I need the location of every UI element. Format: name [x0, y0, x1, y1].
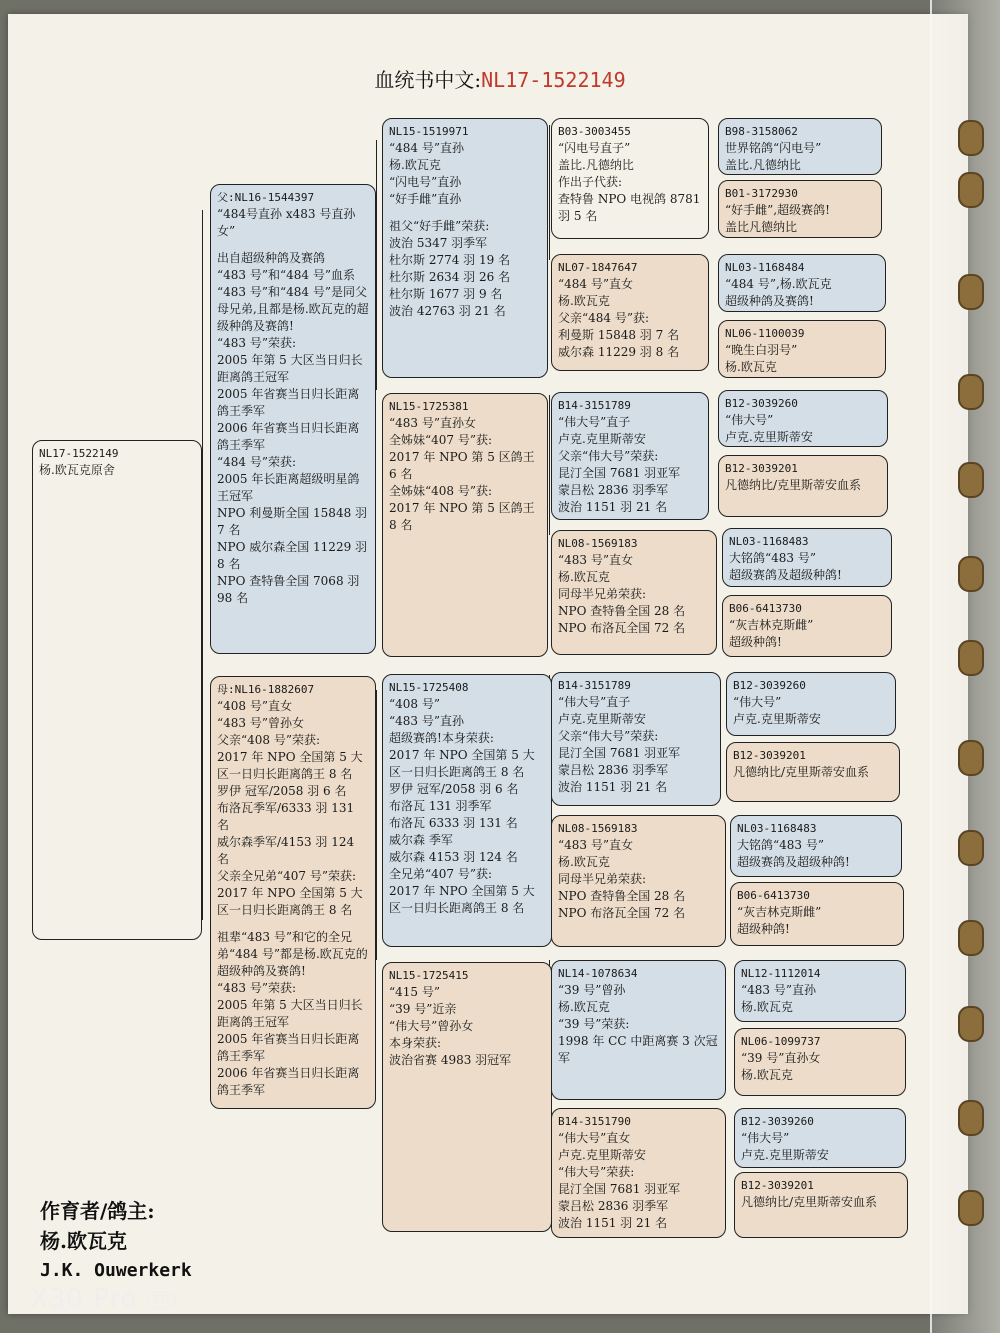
pedigree-line: 蒙吕松 2836 羽季军 — [558, 483, 669, 497]
pedigree-line: 布洛瓦 6333 羽 131 名 — [389, 816, 518, 830]
pedigree-line: 杨.欧瓦克 — [558, 570, 610, 584]
gen5-box-9 — [726, 672, 896, 736]
ring-number: B12-3039260 — [741, 1115, 814, 1128]
pedigree-line: 祖父“好手雌”荣获: — [389, 219, 490, 233]
gen5-box-15 — [734, 1108, 906, 1168]
binder-hole — [958, 740, 984, 776]
pedigree-line: 杨.欧瓦克 — [389, 158, 441, 172]
pedigree-line: 昆汀全国 7681 羽亚军 — [558, 1182, 681, 1196]
breeder-name-en: J.K. Ouwerkerk — [40, 1260, 192, 1281]
gen5-box-8 — [722, 595, 892, 657]
gen5-box-7 — [722, 528, 892, 587]
pedigree-line: 祖辈“483 号”和它的全兄弟“484 号”都是杨.欧瓦克的超级种鸽及赛鸽! — [217, 930, 368, 978]
gen4-box-2 — [551, 254, 709, 371]
ring-number: B01-3172930 — [725, 187, 798, 200]
pedigree-line: 凡德纳比/克里斯蒂安血系 — [741, 1195, 878, 1209]
gen5-box-4 — [718, 320, 886, 378]
pedigree-line: 2005 年第 5 大区当日归长距离鸽王冠军 — [217, 353, 363, 384]
ring-number: NL08-1569183 — [558, 822, 638, 835]
pedigree-line: 波治 1151 羽 21 名 — [558, 780, 668, 794]
pedigree-line: NPO 布洛瓦全国 72 名 — [558, 621, 686, 635]
pedigree-line: 2017 年 NPO 全国第 5 大区一日归长距离鸽王 8 名 — [217, 886, 363, 917]
pedigree-line: 超级赛鸽及超级种鸽! — [729, 568, 842, 582]
pedigree-line: 杨.欧瓦克原舍 — [39, 463, 115, 477]
title-prefix: 血统书中文: — [374, 68, 482, 92]
ring-number: NL12-1112014 — [741, 967, 821, 980]
gen5-box-11 — [730, 815, 902, 877]
pedigree-line: 2017 年 NPO 全国第 5 大区一日归长距离鸽王 8 名 — [217, 750, 363, 781]
pedigree-line: “483 号”曾孙女 — [217, 716, 304, 730]
granddam-maternal-box — [382, 962, 552, 1232]
gen5-box-5 — [718, 390, 888, 447]
ring-number: NL15-1725415 — [389, 969, 469, 982]
pedigree-line: 作出子代获: — [558, 175, 623, 189]
pedigree-line: 波治省赛 4983 羽冠军 — [389, 1053, 512, 1067]
pedigree-line: 超级赛鸽及超级种鸽! — [737, 855, 850, 869]
pedigree-line: 杜尔斯 2634 羽 26 名 — [389, 270, 511, 284]
ring-number: NL08-1569183 — [558, 537, 638, 550]
ring-number: NL06-1099737 — [741, 1035, 821, 1048]
ring-number: B14-3151789 — [558, 399, 631, 412]
binder-hole — [958, 1100, 984, 1136]
binder-hole — [958, 640, 984, 676]
connector — [202, 210, 203, 920]
pedigree-line: 布洛瓦季军/6333 羽 131 名 — [217, 801, 355, 832]
pedigree-line: 杨.欧瓦克 — [558, 855, 610, 869]
grandsire-paternal-box — [382, 118, 548, 378]
ring-number: NL07-1847647 — [558, 261, 638, 274]
ring-number: B12-3039201 — [725, 462, 798, 475]
pedigree-line: 2017 年 NPO 全国第 5 大区一日归长距离鸽王 8 名 — [389, 748, 535, 779]
pedigree-line: “闪电号”直孙 — [389, 175, 462, 189]
gen4-box-3 — [551, 392, 709, 520]
watermark-text: X30 Pro — [30, 1284, 138, 1314]
ring-number: B12-3039201 — [733, 749, 806, 762]
pedigree-line: “39 号”曾孙 — [558, 983, 626, 997]
pedigree-line: 父亲全兄弟“407 号”荣获: — [217, 869, 357, 883]
pedigree-line: 盖比.凡德纳比 — [725, 158, 801, 172]
binder-hole — [958, 172, 984, 208]
pedigree-line: “484 号”直孙 — [389, 141, 464, 155]
pedigree-line: “39 号”荣获: — [558, 1017, 630, 1031]
pedigree-line: 罗伊 冠军/2058 羽 6 名 — [389, 782, 519, 796]
pedigree-line: 2006 年省赛当日归长距离鸽王季军 — [217, 1066, 360, 1097]
pedigree-line: 卢克.克里斯蒂安 — [725, 430, 813, 444]
gen4-box-4 — [551, 530, 717, 655]
pedigree-line: 卢克.克里斯蒂安 — [733, 712, 821, 726]
pedigree-line: 蒙吕松 2836 羽季军 — [558, 1199, 669, 1213]
gen5-box-16 — [734, 1172, 908, 1238]
ring-number: B06-6413730 — [729, 602, 802, 615]
pedigree-line: “408 号”直女 — [217, 699, 292, 713]
pedigree-line: “伟大号”曾孙女 — [389, 1019, 474, 1033]
breeder-label: 作育者/鸽主: — [40, 1199, 155, 1223]
gen5-box-6 — [718, 455, 888, 517]
pedigree-line: 2005 年省赛当日归长距离鸽王季军 — [217, 387, 360, 418]
ring-number: NL14-1078634 — [558, 967, 638, 980]
pedigree-line: “483 号”直孙 — [741, 983, 816, 997]
pedigree-line: “484 号”,杨.欧瓦克 — [725, 277, 832, 291]
pedigree-line: “伟大号” — [741, 1131, 790, 1145]
pedigree-line: 2017 年 NPO 全国第 5 大区一日归长距离鸽王 8 名 — [389, 884, 535, 915]
binder-hole — [958, 120, 984, 156]
pedigree-line: 全姊妹“408 号”获: — [389, 484, 493, 498]
binder-hole — [958, 274, 984, 310]
pedigree-line: 父亲“伟大号”荣获: — [558, 449, 659, 463]
ring-number: NL17-1522149 — [39, 447, 119, 460]
connector — [549, 395, 550, 535]
pedigree-line: 超级种鸽! — [737, 922, 790, 936]
pedigree-line: 同母半兄弟荣获: — [558, 872, 647, 886]
gen5-box-2 — [718, 180, 882, 238]
camera-watermark — [30, 1284, 176, 1314]
gen4-box-6 — [551, 815, 726, 947]
pedigree-line: 2005 年第 5 大区当日归长距离鸽王冠军 — [217, 998, 363, 1029]
page-title — [0, 64, 1000, 93]
pedigree-line: “伟大号” — [725, 413, 774, 427]
pedigree-line: “伟大号”荣获: — [558, 1165, 635, 1179]
ring-number: B14-3151789 — [558, 679, 631, 692]
pedigree-line: “伟大号”直子 — [558, 415, 631, 429]
pedigree-line: 蒙吕松 2836 羽季军 — [558, 763, 669, 777]
binder-hole — [958, 556, 984, 592]
pedigree-line: NPO 查特鲁全国 7068 羽 98 名 — [217, 574, 360, 605]
pedigree-line: “伟大号”直子 — [558, 695, 631, 709]
pedigree-line: 1998 年 CC 中距离赛 3 次冠军 — [558, 1034, 718, 1065]
pedigree-line: 2005 年省赛当日归长距离鸽王季军 — [217, 1032, 360, 1063]
ring-number: B06-6413730 — [737, 889, 810, 902]
pedigree-line: 盖比凡德纳比 — [725, 220, 798, 234]
ring-number: B12-3039201 — [741, 1179, 814, 1192]
pedigree-line: 全姊妹“407 号”获: — [389, 433, 493, 447]
pedigree-line: 同母半兄弟荣获: — [558, 587, 647, 601]
pedigree-line: 查特鲁 NPO 电视鸽 8781 羽 5 名 — [558, 192, 701, 223]
pedigree-line: “灰吉林克斯雌” — [729, 618, 814, 632]
pedigree-line: “483 号”荣获: — [217, 336, 297, 350]
ring-number: B12-3039260 — [725, 397, 798, 410]
pedigree-line: 杨.欧瓦克 — [725, 360, 777, 374]
pedigree-line: 杨.欧瓦克 — [741, 1000, 793, 1014]
pedigree-line: 杨.欧瓦克 — [741, 1068, 793, 1082]
pigeon-box — [32, 440, 202, 940]
pedigree-line: “39 号”直孙女 — [741, 1051, 821, 1065]
binder-hole — [958, 374, 984, 410]
pedigree-line: NPO 查特鲁全国 28 名 — [558, 604, 686, 618]
pedigree-line — [217, 919, 369, 929]
pedigree-line: 威尔森 4153 羽 124 名 — [389, 850, 518, 864]
pedigree-line: 卢克.克里斯蒂安 — [558, 712, 646, 726]
pedigree-line: 杜尔斯 2774 羽 19 名 — [389, 253, 511, 267]
connector — [376, 140, 377, 390]
pedigree-line: “483 号”直女 — [558, 553, 633, 567]
gen4-box-5 — [551, 672, 721, 806]
gen5-box-10 — [726, 742, 900, 802]
pedigree-line: 本身荣获: — [389, 1036, 442, 1050]
ring-number: 母:NL16-1882607 — [217, 683, 315, 696]
gen5-box-3 — [718, 254, 886, 312]
pedigree-line: 世界铭鸽“闪电号” — [725, 141, 822, 155]
pedigree-line: 2005 年长距离超级明星鸽王冠军 — [217, 472, 360, 503]
pedigree-line: NPO 威尔森全国 11229 羽 8 名 — [217, 540, 368, 571]
ring-number: B14-3151790 — [558, 1115, 631, 1128]
pedigree-line: 波治 1151 羽 21 名 — [558, 500, 668, 514]
pedigree-line: 罗伊 冠军/2058 羽 6 名 — [217, 784, 347, 798]
grandsire-maternal-box — [382, 674, 552, 947]
pedigree-line: 2006 年省赛当日归长距离鸽王季军 — [217, 421, 360, 452]
dam-box — [210, 676, 376, 1109]
pedigree-line: 2017 年 NPO 第 5 区鸽王 8 名 — [389, 501, 535, 532]
pedigree-line: 超级种鸽! — [729, 635, 782, 649]
ring-number: NL03-1168484 — [725, 261, 805, 274]
pedigree-line: “伟大号” — [733, 695, 782, 709]
pedigree-line: 大铭鸽“483 号” — [737, 838, 824, 852]
pedigree-line: “39 号”近亲 — [389, 1002, 457, 1016]
pedigree-line: NPO 利曼斯全国 15848 羽 7 名 — [217, 506, 368, 537]
pedigree-line: 威尔森 11229 羽 8 名 — [558, 345, 680, 359]
pedigree-line: 全兄弟“407 号”获: — [389, 867, 493, 881]
ring-number: B12-3039260 — [733, 679, 806, 692]
pedigree-line: 杨.欧瓦克 — [558, 294, 610, 308]
ring-number: B98-3158062 — [725, 125, 798, 138]
granddam-paternal-box — [382, 393, 548, 657]
pedigree-line: 卢克.克里斯蒂安 — [558, 1148, 646, 1162]
ring-number: B03-3003455 — [558, 125, 631, 138]
pedigree-line: NPO 布洛瓦全国 72 名 — [558, 906, 686, 920]
pedigree-line: 波治 5347 羽季军 — [389, 236, 488, 250]
pedigree-line: 凡德纳比/克里斯蒂安血系 — [725, 478, 862, 492]
pedigree-line: “灰吉林克斯雌” — [737, 905, 822, 919]
pedigree-line: “闪电号直子” — [558, 141, 631, 155]
binder-hole — [958, 1190, 984, 1226]
pedigree-line: “483 号”和“484 号”是同父母兄弟,且都是杨.欧瓦克的超级种鸽及赛鸽! — [217, 285, 369, 333]
gen5-box-12 — [730, 882, 904, 946]
pedigree-line: 父亲“伟大号”荣获: — [558, 729, 659, 743]
pedigree-line: “408 号” — [389, 697, 440, 711]
ring-number: 父:NL16-1544397 — [217, 191, 315, 204]
pedigree-line: 凡德纳比/克里斯蒂安血系 — [733, 765, 870, 779]
ring-number: NL15-1725408 — [389, 681, 469, 694]
gen4-box-8 — [551, 1108, 726, 1238]
sire-box — [210, 184, 376, 654]
pedigree-line: “晚生白羽号” — [725, 343, 798, 357]
pedigree-line: 波治 42763 羽 21 名 — [389, 304, 506, 318]
pedigree-line: 杨.欧瓦克 — [558, 1000, 610, 1014]
pedigree-line: 威尔森 季军 — [389, 833, 453, 847]
ring-number: NL15-1519971 — [389, 125, 469, 138]
binder-hole — [958, 1006, 984, 1042]
breeder-credit — [40, 1196, 192, 1286]
pedigree-line: “484 号”直女 — [558, 277, 633, 291]
pedigree-line: 大铭鸽“483 号” — [729, 551, 816, 565]
connector — [376, 690, 377, 960]
pedigree-line: 波治 1151 羽 21 名 — [558, 1216, 668, 1230]
pedigree-line — [217, 240, 369, 250]
pedigree-line: NPO 查特鲁全国 28 名 — [558, 889, 686, 903]
gen5-box-1 — [718, 118, 882, 175]
gen4-box-7 — [551, 960, 726, 1100]
pedigree-line: 出自超级种鸽及赛鸽 — [217, 251, 326, 265]
pedigree-line: “伟大号”直女 — [558, 1131, 631, 1145]
binder-hole — [958, 830, 984, 866]
binder-hole — [958, 462, 984, 498]
pedigree-line: 杜尔斯 1677 羽 9 名 — [389, 287, 503, 301]
pedigree-line: 昆汀全国 7681 羽亚军 — [558, 466, 681, 480]
pedigree-line: “483 号”荣获: — [217, 981, 297, 995]
gen5-box-13 — [734, 960, 906, 1022]
gen5-box-14 — [734, 1028, 906, 1096]
pedigree-line: 利曼斯 15848 羽 7 名 — [558, 328, 680, 342]
connector — [549, 125, 550, 260]
gen4-box-1 — [551, 118, 709, 239]
pedigree-line: 布洛瓦 131 羽季军 — [389, 799, 492, 813]
ring-number: NL06-1100039 — [725, 327, 805, 340]
pedigree-line: “415 号” — [389, 985, 440, 999]
pedigree-line: 盖比.凡德纳比 — [558, 158, 634, 172]
ring-number: NL03-1168483 — [729, 535, 809, 548]
pedigree-line: 昆汀全国 7681 羽亚军 — [558, 746, 681, 760]
pedigree-line: 卢克.克里斯蒂安 — [558, 432, 646, 446]
pedigree-line: 2017 年 NPO 第 5 区鸽王 6 名 — [389, 450, 535, 481]
pedigree-line: “好手雌”直孙 — [389, 192, 462, 206]
pedigree-line: “好手雌”,超级赛鸽! — [725, 203, 830, 217]
breeder-name-cn: 杨.欧瓦克 — [40, 1229, 127, 1253]
title-ring-number: NL17-1522149 — [481, 68, 626, 92]
pedigree-line: “484号直孙 x483 号直孙女” — [217, 207, 356, 238]
pedigree-line: 父亲“484 号”获: — [558, 311, 650, 325]
watermark-tag: 5G — [147, 1292, 176, 1308]
pedigree-line: 超级赛鸽!本身荣获: — [389, 731, 494, 745]
pedigree-line: 超级种鸽及赛鸽! — [725, 294, 814, 308]
ring-number: NL15-1725381 — [389, 400, 469, 413]
ring-number: NL03-1168483 — [737, 822, 817, 835]
pedigree-line: 父亲“408 号”荣获: — [217, 733, 321, 747]
pedigree-line: 威尔森季军/4153 羽 124 名 — [217, 835, 355, 866]
pedigree-line: 卢克.克里斯蒂安 — [741, 1148, 829, 1162]
binder-hole — [958, 920, 984, 956]
pedigree-line: “483 号”直孙女 — [389, 416, 476, 430]
pedigree-line — [389, 208, 541, 218]
pedigree-line: “484 号”荣获: — [217, 455, 297, 469]
pedigree-line: “483 号”和“484 号”血系 — [217, 268, 355, 282]
pedigree-line: “483 号”直女 — [558, 838, 633, 852]
pedigree-line: “483 号”直孙 — [389, 714, 464, 728]
